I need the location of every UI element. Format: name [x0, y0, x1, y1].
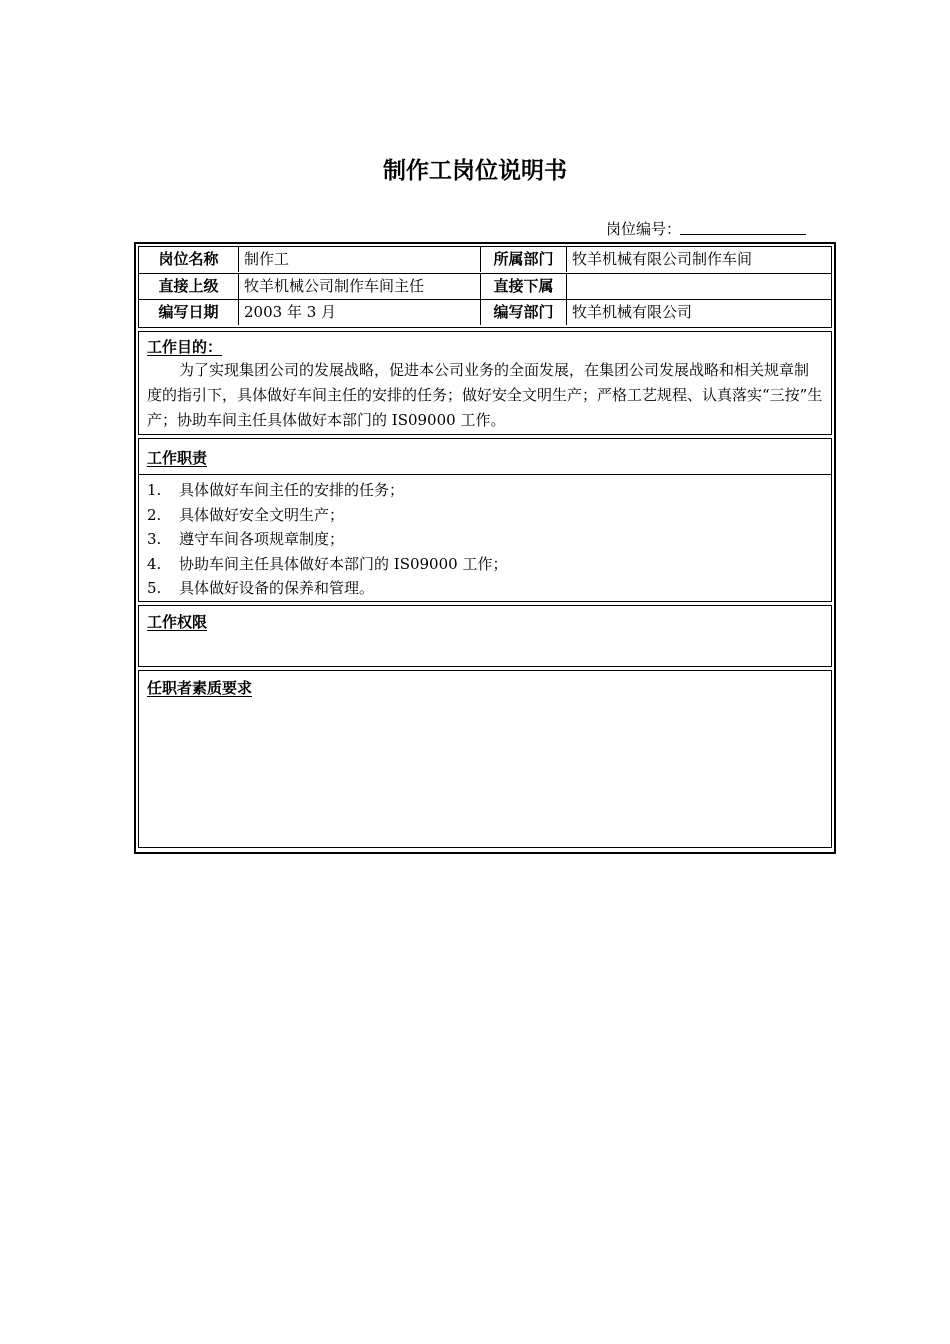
list-item [147, 478, 831, 503]
purpose-text: 为了实现集团公司的发展战略，促进本公司业务的全面发展，在集团公司发展战略和相关规章制度的指引下，具体做好车间主任的安排的任务；做好安全文明生产；严格工艺规程、认真落实“三按”生产；协助车间主任具体做好本部门的 IS09000 工作。 [147, 361, 823, 429]
list-item [147, 527, 831, 552]
qualification-heading: 任职者素质要求 [147, 679, 253, 697]
info-row [139, 273, 831, 299]
authority-section [138, 605, 832, 667]
purpose-heading: 工作目的： [147, 338, 223, 356]
info-value: 制作工 [239, 247, 481, 272]
item-number: 1. [147, 481, 162, 499]
info-label: 所属部门 [481, 247, 567, 272]
item-text: 具体做好车间主任的安排的任务； [179, 481, 405, 499]
item-text: 具体做好设备的保养和管理。 [179, 579, 375, 597]
list-item [147, 576, 831, 601]
duties-heading: 工作职责 [147, 449, 208, 467]
info-value: 牧羊机械公司制作车间主任 [239, 274, 481, 299]
info-value [567, 274, 831, 299]
list-item [147, 503, 831, 528]
info-label: 岗位名称 [139, 247, 239, 272]
info-table [138, 246, 832, 328]
page-title: 制作工岗位说明书 [383, 158, 567, 184]
item-number: 4. [147, 554, 162, 573]
authority-heading: 工作权限 [147, 613, 208, 631]
info-value: 牧羊机械有限公司制作车间 [572, 250, 753, 268]
item-text: 协助车间主任具体做好本部门的 IS09000 工作； [179, 554, 508, 573]
item-number: 5. [147, 579, 162, 597]
item-number: 3. [147, 530, 162, 548]
info-value: 2003 年 3 月 [239, 300, 481, 325]
info-label: 编写日期 [139, 300, 239, 325]
item-text: 遵守车间各项规章制度； [179, 530, 345, 548]
info-label: 直接下属 [481, 274, 567, 299]
purpose-section [138, 331, 832, 435]
info-label: 直接上级 [139, 274, 239, 299]
qualification-section [138, 670, 832, 848]
duties-section [138, 438, 832, 602]
info-value: 牧羊机械有限公司 [572, 303, 693, 321]
item-number: 2. [147, 505, 162, 524]
item-text: 具体做好安全文明生产； [179, 505, 345, 524]
position-number-blank [680, 234, 806, 235]
duties-list [139, 478, 831, 601]
info-row [139, 247, 831, 272]
info-label: 编写部门 [481, 300, 567, 325]
position-number-label: 岗位编号： [606, 220, 682, 238]
info-row [139, 299, 831, 325]
duties-header [139, 439, 831, 475]
list-item [147, 552, 831, 577]
